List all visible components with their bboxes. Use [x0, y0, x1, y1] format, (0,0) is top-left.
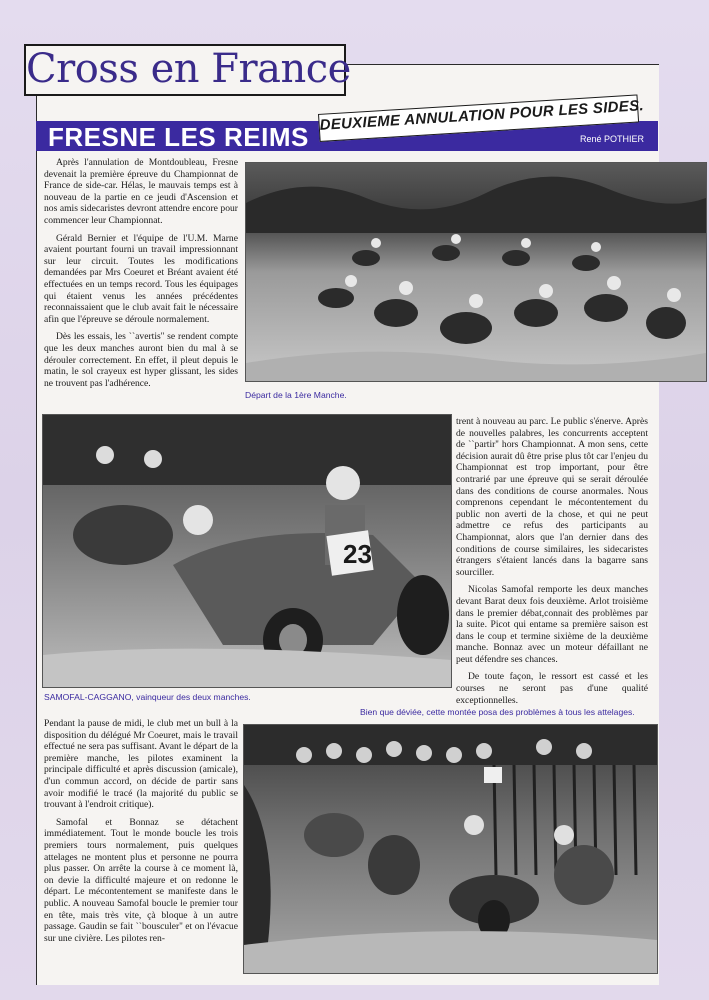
headline: FRESNE LES REIMS [48, 122, 309, 152]
photo-hill-climb-image [244, 725, 657, 973]
caption-winner: SAMOFAL-CAGGANO, vainqueur des deux manches. [44, 692, 251, 702]
paragraph: Samofal et Bonnaz se détachent immédiatement. Tout le monde boucle les trois premiers tours normalement, puis quelques attelages ne montent plus et personne ne pourra plus passer. On arrête la course à ce moment là, on devie la difficulté majeure et on redonne le départ. Le mécontentement se manifeste dans le public. A nouveau Samofal boucle le premier tour en tête, mais très vite, çà bloque à un autre passage. Gaudin se fait ``bousculer'' et on l'évacue sur une civière. Les pilotes ren- [44, 816, 238, 944]
section-title: Cross en France [26, 46, 351, 92]
paragraph: Après l'annulation de Montdoubleau, Fresne devenait la première épreuve du Championnat de France de side-car. Hélas, le mauvais temps est à nouveau de la partie en ce jeudi d'Ascension et nos amis sidecaristes devront attendre encore pour commencer leur Championnat. [44, 157, 238, 226]
paragraph: Gérald Bernier et l'équipe de l'U.M. Marne avaient pourtant fourni un travail impressionnant sur leur circuit. Toutes les modifications demandées par Mrs Coeuret et Bréant avaient été effectuées en un temps record. Tous les équipages qui étaient venus les années précédentes reconnaissaient que le club avait fait le nécessaire afin que l'épreuve se déroule normalement. [44, 232, 238, 325]
caption-race-start: Départ de la 1ère Manche. [245, 390, 347, 400]
paragraph: Pendant la pause de midi, le club met un bull à la disposition du délégué Mr Coeuret, mais le travail effectué ne sera pas suffisant. Avant le départ de la première manche, les pilotes examinent la principale difficulté et après discussion (amicale), d'un commun accord, on décide de partir sans avoir modifié le tracé (la majorité du public se trouvant à l'endroit critique). [44, 718, 238, 811]
article-column-right [456, 416, 648, 712]
paragraph: Nicolas Samofal remporte les deux manches devant Barat deux fois deuxième. Arlot troisième dans le premier débat,connait des problèmes par la suite. Picot qui entame sa première saison est dans le coup et termine sixième de la deuxième manche. Bonnaz avec un moteur défaillant ne peut défendre ses chances. [456, 584, 648, 665]
byline: René POTHIER [580, 134, 645, 144]
photo-winner-image [43, 415, 451, 687]
photo-race-start [245, 162, 707, 382]
paragraph: Dès les essais, les ``avertis'' se rendent compte que les deux manches auront bien du mal à se dérouler correctement. En effet, il pleut depuis le matin, le sol crayeux est hyper glissant, les sides ne trouvent pas l'adhérence. [44, 331, 238, 389]
paragraph: De toute façon, le ressort est cassé et les courses ne seront pas d'une qualité exceptionnelles. [456, 671, 648, 706]
article-column-bottom-left [44, 718, 238, 950]
bike-number-plate: 23 [343, 539, 372, 569]
paragraph: trent à nouveau au parc. Le public s'énerve. Après de nouvelles palabres, les concurrents acceptent de ``partir'' hors Championnat. A mon sens, cette décision aurait dû être prise plus tôt car l'enjeu du Championnat est trop important, pour être contrarié par une épreuve qui se serait déroulée dans des conditions de course anormales. Nous comprenons cependant le mécontentement du public non averti de la chose, et qui ne peut admettre ce refus des participants au Championnat, alors que l'an dernier dans des conditions de course similaires, les sidecaristes étrangers s'étaient lancés dans la bagarre sans sourciller. [456, 416, 648, 578]
photo-hill-climb [243, 724, 658, 974]
caption-hill: Bien que déviée, cette montée posa des problèmes à tous les attelages. [360, 707, 635, 717]
photo-race-start-image [246, 163, 706, 381]
section-title-box [24, 44, 351, 96]
photo-winner [42, 414, 452, 688]
subheadline: DEUXIEME ANNULATION POUR LES SIDES. [319, 97, 645, 134]
article-column-top-left [44, 157, 238, 395]
